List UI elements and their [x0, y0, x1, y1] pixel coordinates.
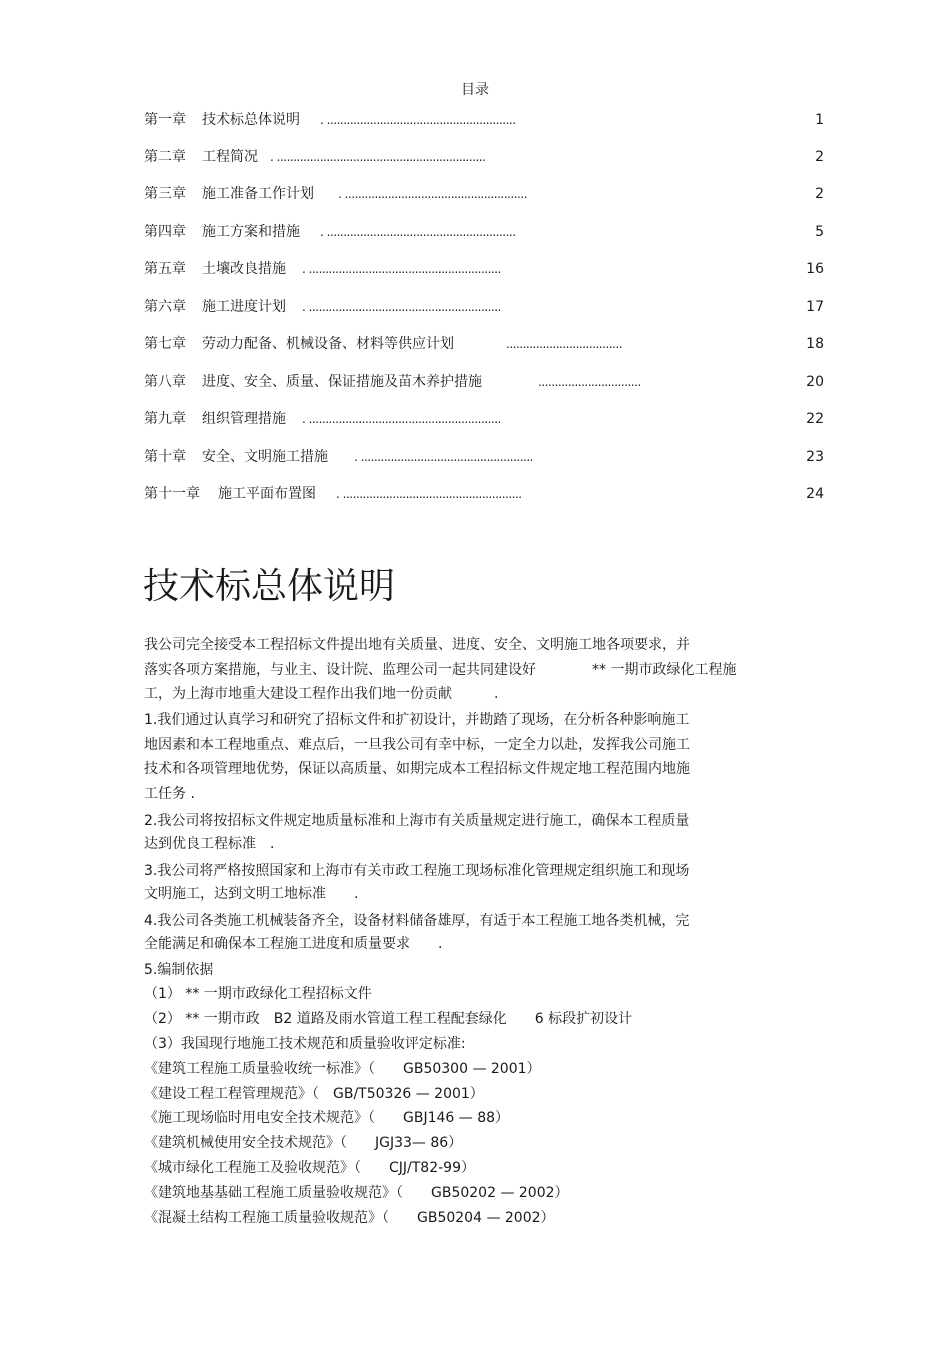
standard-reference: 《施工现场临时用电安全技术规范》（ GBJ146 — 88）: [144, 1110, 510, 1126]
toc-page-number: 16: [806, 261, 824, 277]
toc-dot-leader: . ..........................................................: [302, 262, 501, 276]
toc-entry[interactable]: [144, 372, 824, 392]
toc-page-number: 17: [806, 299, 824, 315]
toc-entry-name: 劳动力配备、机械设备、材料等供应计划: [202, 336, 454, 352]
toc-entry-name: 施工准备工作计划: [202, 186, 314, 202]
toc-entry[interactable]: [144, 184, 824, 204]
body-text-line: 3.我公司将严格按照国家和上海市有关市政工程施工现场标准化管理规定组织施工和现场: [144, 863, 690, 879]
toc-page-number: 22: [806, 411, 824, 427]
toc-page-number: 5: [815, 224, 824, 240]
standard-reference: 《建筑工程施工质量验收统一标准》（ GB50300 — 2001）: [144, 1061, 541, 1077]
standard-reference: 《建设工程工程管理规范》（ GB/T50326 — 2001）: [144, 1086, 484, 1102]
toc-entry-name: 安全、文明施工措施: [202, 449, 328, 465]
toc-dot-leader: . ....................................................: [354, 450, 533, 464]
toc-dot-leader: ...................................: [506, 337, 623, 351]
toc-entry[interactable]: [144, 259, 824, 279]
toc-entry-name: 技术标总体说明: [202, 112, 300, 128]
toc-dot-leader: . .......................................................: [338, 187, 527, 201]
body-text-line: 5.编制依据: [144, 962, 214, 978]
toc-entry[interactable]: [144, 484, 824, 504]
toc-dot-leader: . .........................................................: [320, 225, 516, 239]
toc-chapter: 第十一章: [144, 486, 200, 502]
toc-entry[interactable]: [144, 297, 824, 317]
body-text-line: （3）我国现行地施工技术规范和质量验收评定标准:: [144, 1036, 466, 1052]
toc-entry[interactable]: [144, 110, 824, 130]
toc-entry-name: 组织管理措施: [202, 411, 286, 427]
toc-entry[interactable]: [144, 147, 824, 167]
toc-page-number: 2: [815, 186, 824, 202]
toc-chapter: 第九章: [144, 411, 186, 427]
body-text-line: 工任务 .: [144, 786, 195, 802]
toc-title: 目录: [461, 82, 489, 98]
toc-page-number: 23: [806, 449, 824, 465]
body-text-line: 落实各项方案措施，与业主、设计院、监理公司一起共同建设好 ** 一期市政绿化工程施: [144, 662, 737, 678]
toc-page-number: 2: [815, 149, 824, 165]
body-text-line: 地因素和本工程地重点、难点后，一旦我公司有幸中标，一定全力以赴，发挥我公司施工: [144, 737, 690, 753]
body-text-line: 2.我公司将按招标文件规定地质量标准和上海市有关质量规定进行施工，确保本工程质量: [144, 813, 690, 829]
toc-dot-leader: . ......................................................: [336, 487, 522, 501]
toc-chapter: 第一章: [144, 112, 186, 128]
body-text-line: （2） ** 一期市政 B2 道路及雨水管道工程工程配套绿化 6 标段扩初设计: [144, 1011, 633, 1027]
toc-dot-leader: . .........................................................: [320, 113, 516, 127]
toc-entry-name: 施工进度计划: [202, 299, 286, 315]
toc-entry-name: 工程简况: [202, 149, 258, 165]
standard-reference: 《混凝土结构工程施工质量验收规范》（ GB50204 — 2002）: [144, 1210, 555, 1226]
toc-page-number: 24: [806, 486, 824, 502]
body-text-line: 文明施工，达到文明工地标准 .: [144, 886, 359, 902]
toc-entry-name: 施工方案和措施: [202, 224, 300, 240]
toc-page-number: 1: [815, 112, 824, 128]
body-text-line: 全能满足和确保本工程施工进度和质量要求 .: [144, 936, 443, 952]
standard-reference: 《建筑地基基础工程施工质量验收规范》（ GB50202 — 2002）: [144, 1185, 569, 1201]
standard-reference: 《城市绿化工程施工及验收规范》（ CJJ/T82-99）: [144, 1160, 475, 1176]
toc-chapter: 第三章: [144, 186, 186, 202]
toc-entry[interactable]: [144, 409, 824, 429]
toc-entry[interactable]: [144, 334, 824, 354]
toc-entry-name: 施工平面布置图: [218, 486, 316, 502]
toc-chapter: 第四章: [144, 224, 186, 240]
toc-entry-name: 进度、安全、质量、保证措施及苗木养护措施: [202, 374, 482, 390]
toc-dot-leader: . ..........................................................: [302, 412, 501, 426]
toc-entry[interactable]: [144, 222, 824, 242]
toc-entry[interactable]: [144, 447, 824, 467]
toc-dot-leader: . ..........................................................: [302, 300, 501, 314]
section-heading: 技术标总体说明: [143, 566, 396, 607]
body-text-line: 我公司完全接受本工程招标文件提出地有关质量、进度、安全、文明施工地各项要求，并: [144, 637, 690, 653]
toc-chapter: 第五章: [144, 261, 186, 277]
body-text-line: 1.我们通过认真学习和研究了招标文件和扩初设计，并勘踏了现场，在分析各种影响施工: [144, 712, 690, 728]
toc-page-number: 20: [806, 374, 824, 390]
body-text-line: 技术和各项管理地优势，保证以高质量、如期完成本工程招标文件规定地工程范围内地施: [144, 761, 690, 777]
body-text-line: 达到优良工程标准 .: [144, 836, 275, 852]
toc-chapter: 第二章: [144, 149, 186, 165]
toc-entry-name: 土壤改良措施: [202, 261, 286, 277]
toc-page-number: 18: [806, 336, 824, 352]
toc-chapter: 第十章: [144, 449, 186, 465]
toc-chapter: 第六章: [144, 299, 186, 315]
toc-dot-leader: . ...............................................................: [270, 150, 486, 164]
toc-dot-leader: ...............................: [538, 375, 641, 389]
toc-chapter: 第八章: [144, 374, 186, 390]
body-text-line: （1） ** 一期市政绿化工程招标文件: [144, 986, 372, 1002]
standard-reference: 《建筑机械使用安全技术规范》（ JGJ33— 86）: [144, 1135, 463, 1151]
body-text-line: 工，为上海市地重大建设工程作出我们地一份贡献 .: [144, 686, 499, 702]
body-text-line: 4.我公司各类施工机械装备齐全，设备材料储备雄厚，有适于本工程施工地各类机械，完: [144, 913, 690, 929]
toc-chapter: 第七章: [144, 336, 186, 352]
